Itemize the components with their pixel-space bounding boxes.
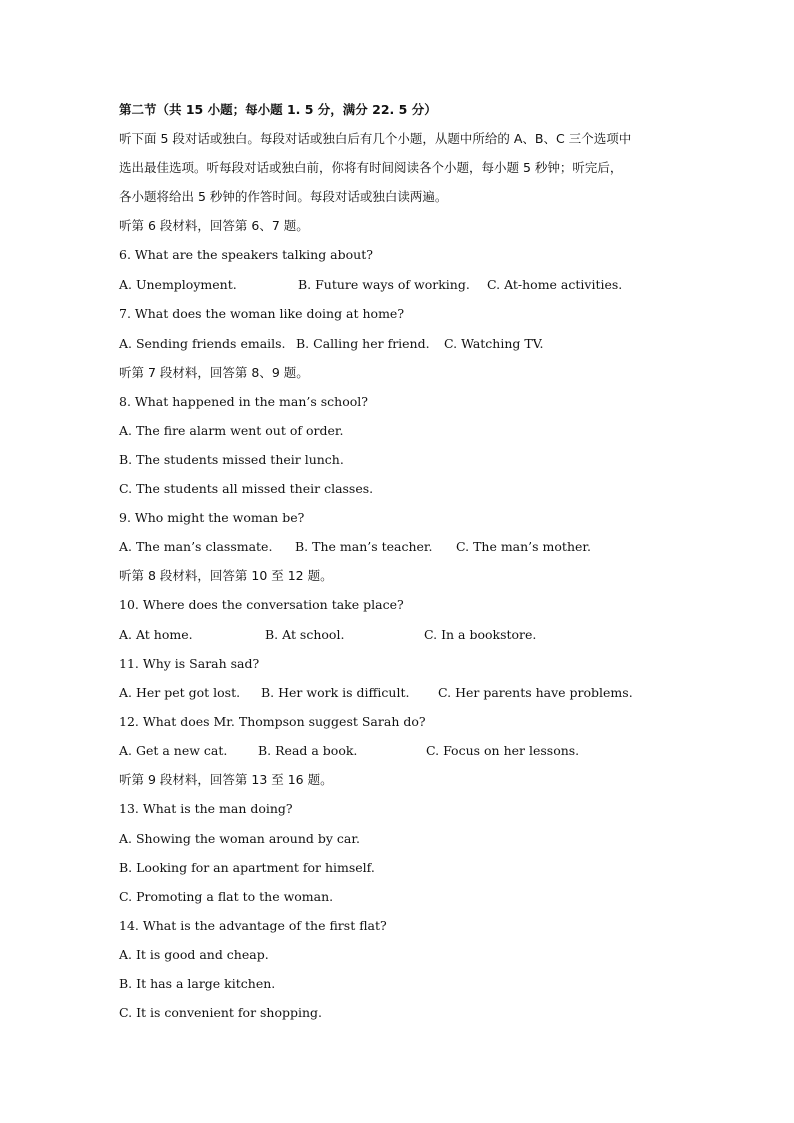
question-9-option-a: A. The man’s classmate. (119, 539, 273, 554)
question-11-stem: 11. Why is Sarah sad? (119, 656, 260, 671)
question-6-option-c: C. At-home activities. (487, 277, 623, 292)
material-6-intro: 听第 6 段材料，回答第 6、7 题。 (119, 218, 309, 233)
question-7-option-a: A. Sending friends emails. (119, 336, 286, 351)
question-10-stem: 10. Where does the conversation take place? (119, 597, 404, 612)
question-6-stem: 6. What are the speakers talking about? (119, 247, 373, 262)
question-8-option-c: C. The students all missed their classes. (119, 481, 374, 496)
question-8-stem: 8. What happened in the man’s school? (119, 394, 368, 409)
question-14-option-c: C. It is convenient for shopping. (119, 1005, 323, 1020)
question-14-option-a: A. It is good and cheap. (119, 947, 269, 962)
instructions-line-1: 听下面 5 段对话或独白。每段对话或独白后有几个小题，从题中所给的 A、B、C 三个选项中 (119, 131, 632, 146)
instructions-line-3: 各小题将给出 5 秒钟的作答时间。每段对话或独白读两遍。 (119, 189, 448, 204)
question-10-option-b: B. At school. (265, 627, 345, 642)
question-8-option-a: A. The fire alarm went out of order. (119, 423, 344, 438)
question-8-option-b: B. The students missed their lunch. (119, 452, 344, 467)
question-12-option-a: A. Get a new cat. (119, 743, 228, 758)
question-13-option-b: B. Looking for an apartment for himself. (119, 860, 375, 875)
question-6-option-b: B. Future ways of working. (298, 277, 470, 292)
material-8-intro: 听第 8 段材料，回答第 10 至 12 题。 (119, 568, 333, 583)
question-13-stem: 13. What is the man doing? (119, 801, 293, 816)
question-7-stem: 7. What does the woman like doing at home? (119, 306, 405, 321)
question-11-option-b: B. Her work is difficult. (261, 685, 410, 700)
question-12-option-b: B. Read a book. (258, 743, 358, 758)
question-14-option-b: B. It has a large kitchen. (119, 976, 276, 991)
question-7-option-b: B. Calling her friend. (296, 336, 430, 351)
question-14-stem: 14. What is the advantage of the first flat? (119, 918, 387, 933)
material-9-intro: 听第 9 段材料，回答第 13 至 16 题。 (119, 772, 333, 787)
question-7-option-c: C. Watching TV. (444, 336, 544, 351)
question-9-stem: 9. Who might the woman be? (119, 510, 305, 525)
question-12-option-c: C. Focus on her lessons. (426, 743, 580, 758)
question-9-option-c: C. The man’s mother. (456, 539, 591, 554)
material-7-intro: 听第 7 段材料，回答第 8、9 题。 (119, 365, 309, 380)
question-11-option-a: A. Her pet got lost. (119, 685, 241, 700)
question-13-option-c: C. Promoting a flat to the woman. (119, 889, 334, 904)
section-heading: 第二节（共 15 小题；每小题 1. 5 分，满分 22. 5 分） (119, 102, 437, 117)
instructions-line-2: 选出最佳选项。听每段对话或独白前，你将有时间阅读各个小题，每小题 5 秒钟；听完后， (119, 160, 623, 175)
question-9-option-b: B. The man’s teacher. (295, 539, 433, 554)
question-11-option-c: C. Her parents have problems. (438, 685, 633, 700)
question-12-stem: 12. What does Mr. Thompson suggest Sarah do? (119, 714, 426, 729)
question-13-option-a: A. Showing the woman around by car. (119, 831, 360, 846)
question-10-option-c: C. In a bookstore. (424, 627, 537, 642)
question-6-option-a: A. Unemployment. (119, 277, 237, 292)
question-10-option-a: A. At home. (119, 627, 193, 642)
